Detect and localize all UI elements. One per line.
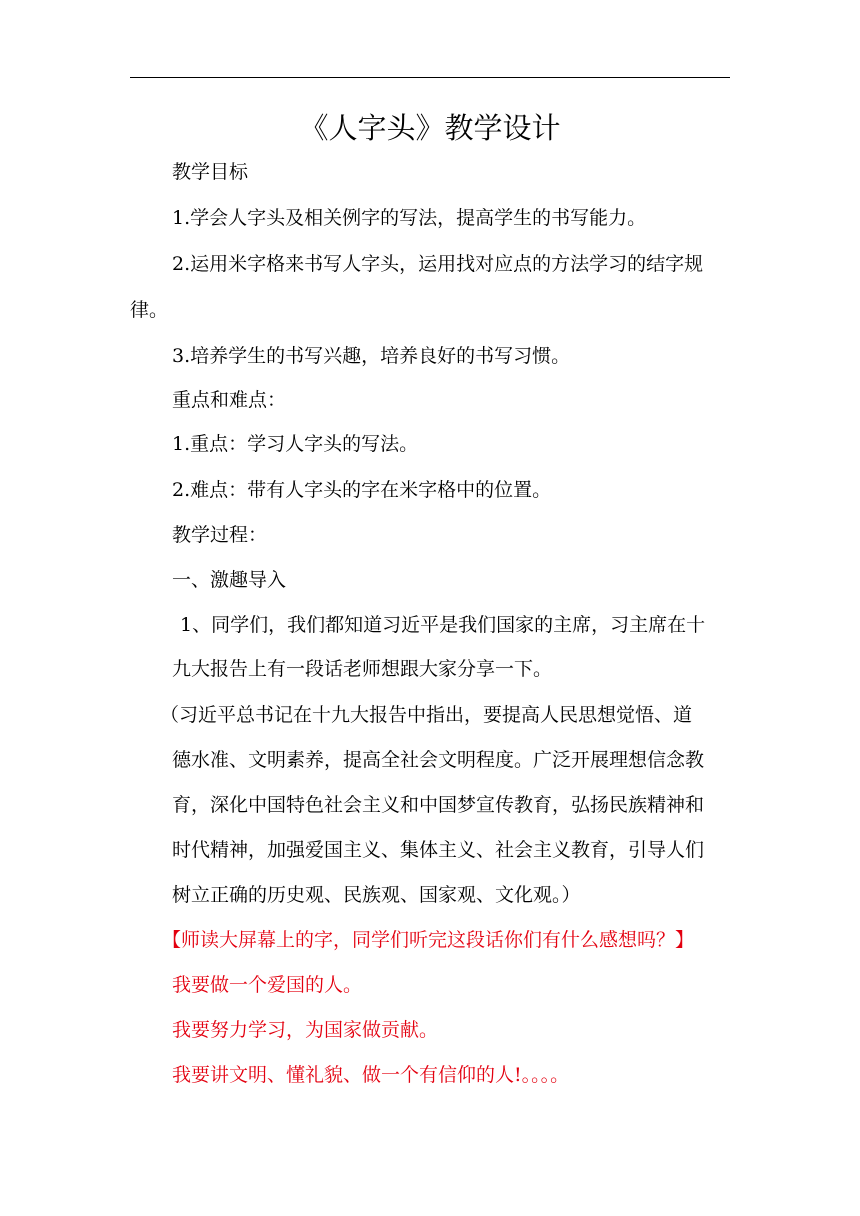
paragraph-line: 2.难点：带有人字头的字在米字格中的位置。 xyxy=(172,479,552,501)
paragraph-line: 1.学会人字头及相关例字的写法，提高学生的书写能力。 xyxy=(172,207,647,229)
document-title: 《人字头》教学设计 xyxy=(299,111,561,145)
paragraph-line-red: 我要做一个爱国的人。 xyxy=(172,974,363,996)
paragraph-line: （习近平总书记在十九大报告中指出，要提高人民思想觉悟、道 xyxy=(160,704,693,726)
paragraph-line: 1.重点：学习人字头的写法。 xyxy=(172,433,419,455)
paragraph-line: 树立正确的历史观、民族观、国家观、文化观。） xyxy=(172,884,581,906)
paragraph-line: 2.运用米字格来书写人字头，运用找对应点的方法学习的结字规 xyxy=(172,253,704,275)
paragraph-line: 九大报告上有一段话老师想跟大家分享一下。 xyxy=(172,658,553,680)
paragraph-line: 时代精神，加强爱国主义、集体主义、社会主义教育，引导人们 xyxy=(172,839,705,861)
paragraph-line: 一、激趣导入 xyxy=(172,569,287,591)
paragraph-line-red: 我要努力学习，为国家做贡献。 xyxy=(172,1019,439,1041)
paragraph-line: 3.培养学生的书写兴趣，培养良好的书写习惯。 xyxy=(172,345,571,367)
paragraph-line-red: 【师读大屏幕上的字，同学们听完这段话你们有什么感想吗？】 xyxy=(162,929,695,951)
paragraph-line: 教学目标 xyxy=(172,161,249,183)
paragraph-line: 育，深化中国特色社会主义和中国梦宣传教育，弘扬民族精神和 xyxy=(172,794,705,816)
paragraph-line: 律。 xyxy=(130,299,169,321)
paragraph-line: 1、同学们，我们都知道习近平是我们国家的主席，习主席在十 xyxy=(180,614,706,636)
paragraph-line: 重点和难点： xyxy=(172,389,287,411)
header-rule xyxy=(130,77,730,78)
paragraph-line-red: 我要讲文明、懂礼貌、做一个有信仰的人!。。。。 xyxy=(172,1064,570,1086)
paragraph-line: 德水准、文明素养，提高全社会文明程度。广泛开展理想信念教 xyxy=(172,749,705,771)
paragraph-line: 教学过程： xyxy=(172,524,268,546)
